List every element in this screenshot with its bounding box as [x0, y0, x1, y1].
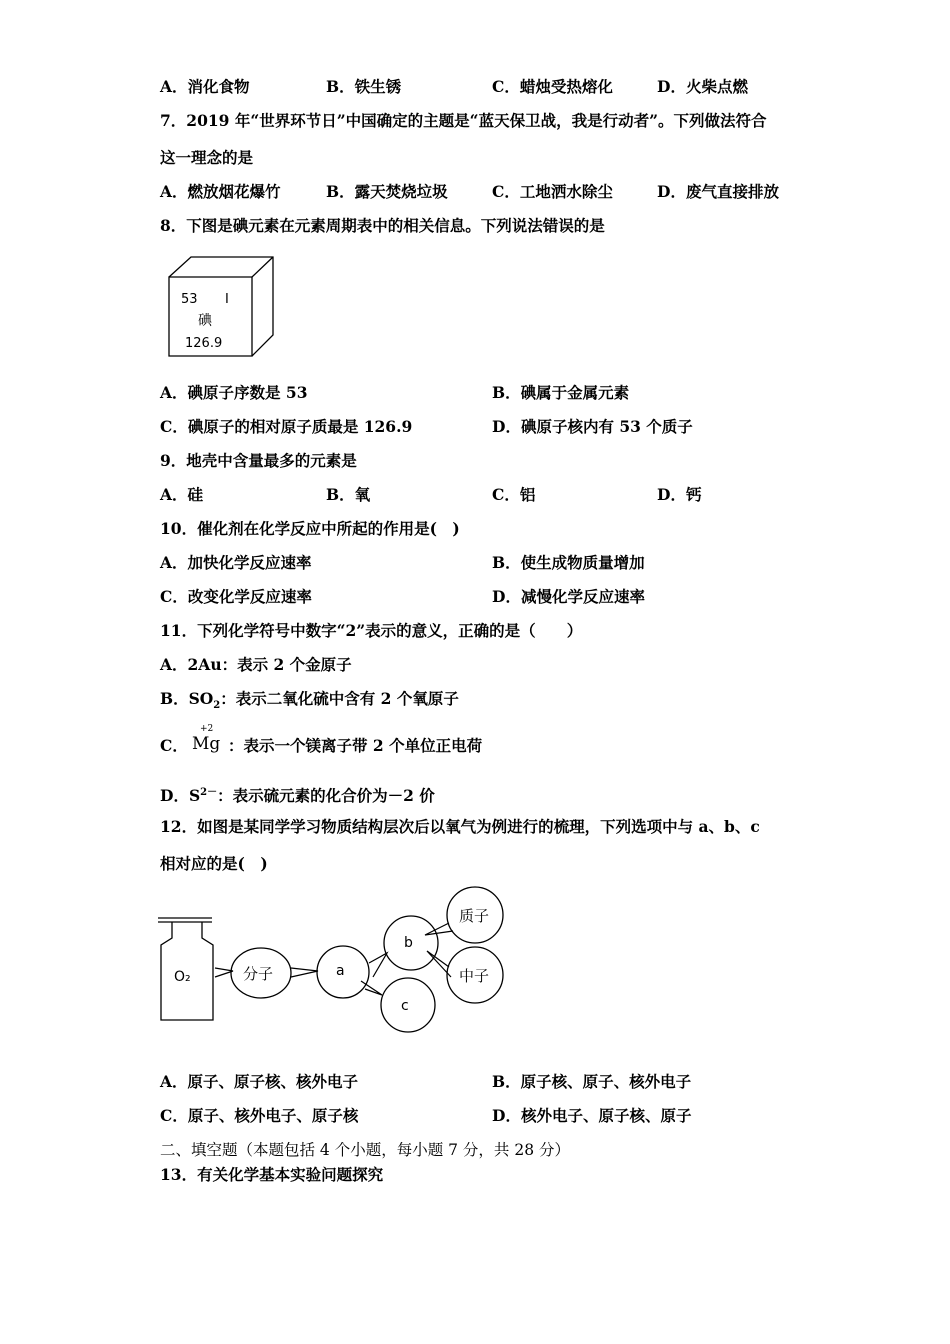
q7-option-b: B．露天焚烧垃圾 [326, 182, 448, 201]
node-a: a [336, 963, 345, 979]
q11-option-c-label: C． [160, 736, 188, 755]
q6-option-c: C．蜡烛受热熔化 [492, 77, 613, 96]
q12-stem-line2: 相对应的是( ) [160, 854, 268, 873]
q10-option-b: B．使生成物质量增加 [492, 553, 645, 572]
q13-stem: 13．有关化学基本实验问题探究 [160, 1165, 384, 1184]
proton-label: 质子 [459, 907, 490, 925]
q12-option-a: A．原子、原子核、核外电子 [160, 1072, 359, 1091]
q12-option-d: D．核外电子、原子核、原子 [492, 1106, 692, 1125]
q6-option-d: D．火柴点燃 [657, 77, 748, 96]
q9-option-c: C．铝 [492, 485, 536, 504]
q7-stem-line1: 7．2019 年“世界环节日”中国确定的主题是“蓝天保卫战，我是行动者”。下列做法符合 [160, 111, 767, 130]
q8-option-a: A．碘原子序数是 53 [160, 383, 308, 402]
q9-option-b: B．氧 [326, 485, 371, 504]
molecule-label: 分子 [243, 965, 274, 983]
q8-option-c: C．碘原子的相对原子质最是 126.9 [160, 417, 413, 436]
q12-option-c: C．原子、核外电子、原子核 [160, 1106, 359, 1125]
q9-option-a: A．硅 [160, 485, 204, 504]
iodine-element-cell [165, 255, 280, 360]
node-c: c [401, 998, 409, 1014]
mg-valence-symbol: +2 Mg [192, 724, 221, 754]
q10-stem: 10．催化剂在化学反应中所起的作用是( ) [160, 519, 460, 538]
structure-diagram [155, 885, 515, 1040]
q11-option-d: D．$S^{2-}$：表示硫元素的化合价为－2 价 [160, 786, 435, 806]
q6-option-a: A．消化食物 [160, 77, 250, 96]
element-mass: 126.9 [185, 336, 223, 351]
section-2-heading: 二、填空题（本题包括 4 个小题，每小题 7 分，共 28 分） [160, 1141, 571, 1159]
q7-option-c: C．工地洒水除尘 [492, 182, 613, 201]
q11-option-c-text: ：表示一个镁离子带 2 个单位正电荷 [228, 736, 483, 755]
q11-option-a: A．2Au：表示 2 个金原子 [160, 655, 352, 674]
node-b: b [404, 935, 413, 951]
q7-option-a: A．燃放烟花爆竹 [160, 182, 281, 201]
q11-stem: 11．下列化学符号中数字“2”表示的意义，正确的是（ ） [160, 621, 583, 640]
q12-stem-line1: 12．如图是某同学学习物质结构层次后以氧气为例进行的梳理，下列选项中与 a、b、c [160, 817, 760, 836]
q9-option-d: D．钙 [657, 485, 702, 504]
element-number: 53 [181, 292, 198, 307]
q7-stem-line2: 这一理念的是 [160, 148, 254, 167]
q10-option-a: A．加快化学反应速率 [160, 553, 312, 572]
q8-stem: 8．下图是碘元素在元素周期表中的相关信息。下列说法错误的是 [160, 216, 605, 235]
q10-option-d: D．减慢化学反应速率 [492, 587, 645, 606]
element-name: 碘 [198, 313, 212, 329]
q11-option-b: B．$SO_2$：表示二氧化硫中含有 2 个氧原子 [160, 689, 459, 712]
bottle-label: O₂ [174, 969, 191, 985]
q8-option-d: D．碘原子核内有 53 个质子 [492, 417, 693, 436]
neutron-label: 中子 [459, 967, 490, 985]
q8-option-b: B．碘属于金属元素 [492, 383, 630, 402]
q10-option-c: C．改变化学反应速率 [160, 587, 312, 606]
q12-option-b: B．原子核、原子、核外电子 [492, 1072, 692, 1091]
q9-stem: 9．地壳中含量最多的元素是 [160, 451, 357, 470]
q6-option-b: B．铁生锈 [326, 77, 402, 96]
element-symbol: I [225, 292, 229, 307]
q7-option-d: D．废气直接排放 [657, 182, 779, 201]
